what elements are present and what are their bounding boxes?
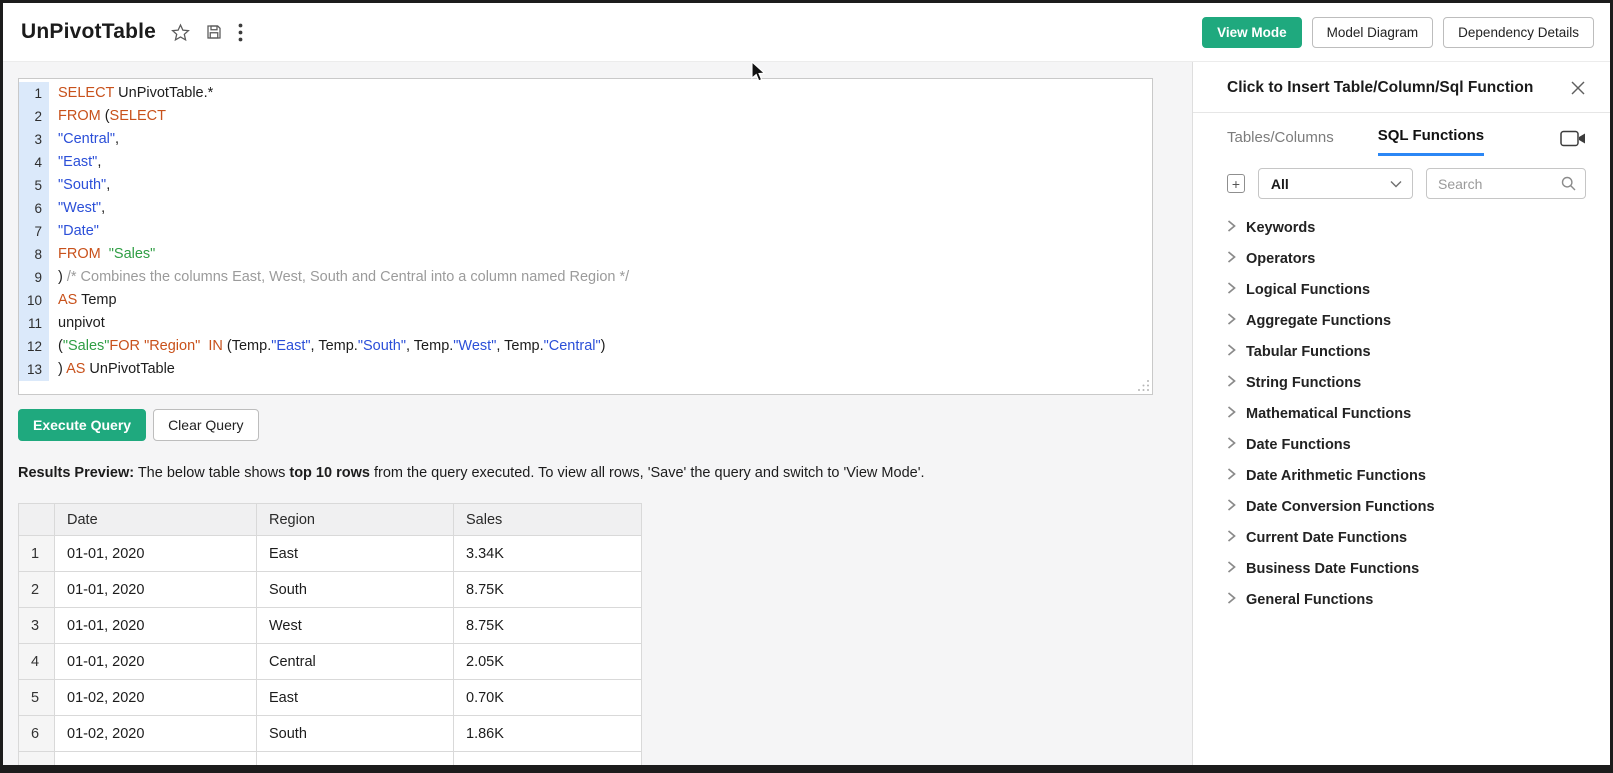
sql-code-text: "Central",: [58, 131, 120, 147]
insert-helper-panel: [1192, 62, 1610, 765]
row-number-cell: 4: [19, 644, 55, 680]
sql-code-line[interactable]: [19, 105, 1152, 128]
sql-code-text: ) AS UnPivotTable: [58, 361, 175, 377]
sql-code-text: SELECT UnPivotTable.*: [58, 85, 214, 101]
table-cell: 2.05K: [454, 644, 642, 680]
line-number: 12: [19, 335, 49, 358]
chevron-right-icon: [1227, 343, 1236, 361]
line-number: 3: [19, 128, 49, 151]
column-header-region: Region: [257, 504, 454, 536]
function-filter-select[interactable]: [1258, 168, 1413, 199]
table-cell: 01-02, 2020: [55, 680, 257, 716]
sql-code-text: "West",: [58, 200, 106, 216]
line-number: 6: [19, 197, 49, 220]
function-category-item[interactable]: [1227, 429, 1586, 460]
table-cell: Central: [257, 644, 454, 680]
table-cell: East: [257, 680, 454, 716]
query-editor-pane: [3, 62, 1192, 765]
row-number-cell: 2: [19, 572, 55, 608]
chevron-right-icon: [1227, 405, 1236, 423]
search-box: [1426, 168, 1586, 199]
clear-query-button[interactable]: Clear Query: [153, 409, 258, 441]
sql-code-text: unpivot: [58, 315, 105, 331]
expand-all-icon[interactable]: +: [1227, 174, 1245, 193]
sql-code-text: "Date": [58, 223, 99, 239]
sql-code-text: "East",: [58, 154, 102, 170]
table-row[interactable]: [19, 644, 642, 680]
row-number-header: [19, 504, 55, 536]
sql-code-line[interactable]: [19, 82, 1152, 105]
chevron-right-icon: [1227, 250, 1236, 268]
table-header-row: [19, 504, 642, 536]
category-label: Date Conversion Functions: [1246, 498, 1435, 515]
category-label: Current Date Functions: [1246, 529, 1408, 546]
dependency-details-button[interactable]: Dependency Details: [1443, 17, 1594, 48]
chevron-right-icon: [1227, 281, 1236, 299]
chevron-right-icon: [1227, 529, 1236, 547]
line-number: 11: [19, 312, 49, 335]
panel-title: Click to Insert Table/Column/Sql Function: [1227, 79, 1534, 96]
table-row[interactable]: [19, 536, 642, 572]
video-camera-icon[interactable]: [1560, 130, 1586, 147]
line-number: 13: [19, 358, 49, 381]
sql-code-text: FROM (SELECT: [58, 108, 166, 124]
header-bar: [3, 3, 1610, 62]
table-cell: 8.75K: [454, 572, 642, 608]
line-number: 7: [19, 220, 49, 243]
sql-code-text: FROM "Sales": [58, 246, 156, 262]
row-number-cell: 5: [19, 680, 55, 716]
sql-code-line[interactable]: [19, 128, 1152, 151]
table-row[interactable]: [19, 716, 642, 752]
search-icon: [1561, 176, 1576, 191]
sql-code-line[interactable]: [19, 174, 1152, 197]
selected-filter-value: All: [1270, 175, 1289, 192]
function-category-list: [1227, 212, 1586, 615]
chevron-right-icon: [1227, 560, 1236, 578]
function-category-item[interactable]: [1227, 367, 1586, 398]
function-category-item[interactable]: [1227, 491, 1586, 522]
table-cell: South: [257, 716, 454, 752]
results-table: [18, 503, 642, 765]
sql-code-text: ("Sales"FOR "Region" IN (Temp."East", Temp."South", Temp."West", Temp."Central"): [58, 338, 606, 354]
line-number: 1: [19, 82, 49, 105]
function-category-item[interactable]: [1227, 243, 1586, 274]
favorite-star-icon[interactable]: [171, 23, 190, 42]
table-cell: 0.70K: [454, 680, 642, 716]
column-header-date: Date: [55, 504, 257, 536]
function-category-item[interactable]: [1227, 336, 1586, 367]
row-number-cell: 1: [19, 536, 55, 572]
resize-handle-icon[interactable]: [1137, 379, 1150, 392]
line-number: 8: [19, 243, 49, 266]
table-cell: 01-01, 2020: [55, 536, 257, 572]
sql-code-line[interactable]: [19, 312, 1152, 335]
row-number-cell: 3: [19, 608, 55, 644]
chevron-right-icon: [1227, 467, 1236, 485]
divider: [1193, 112, 1610, 113]
column-header-sales: Sales: [454, 504, 642, 536]
sql-code-text: ) /* Combines the columns East, West, South and Central into a column named Region */: [58, 269, 630, 285]
table-cell: 01-02, 2020: [55, 716, 257, 752]
chevron-right-icon: [1227, 312, 1236, 330]
sql-code-lines: [19, 79, 1152, 381]
view-mode-button[interactable]: View Mode: [1202, 17, 1302, 48]
line-number: 10: [19, 289, 49, 312]
kebab-menu-icon[interactable]: [238, 23, 243, 42]
sql-editor[interactable]: [18, 78, 1153, 395]
results-preview-text: Results Preview: The below table shows top 10 rows from the query executed. To view all rows, 'Save' the query and switch to 'View Mode'.: [18, 465, 925, 481]
function-category-item[interactable]: [1227, 460, 1586, 491]
category-label: Aggregate Functions: [1246, 312, 1392, 329]
table-cell: 01-01, 2020: [55, 572, 257, 608]
line-number: 2: [19, 105, 49, 128]
line-number: 5: [19, 174, 49, 197]
function-category-item[interactable]: [1227, 584, 1586, 615]
table-cell: 01-01, 2020: [55, 608, 257, 644]
sql-code-line[interactable]: [19, 289, 1152, 312]
close-icon[interactable]: [1570, 80, 1586, 96]
function-category-item[interactable]: [1227, 398, 1586, 429]
search-input[interactable]: [1438, 176, 1561, 192]
function-category-item[interactable]: [1227, 553, 1586, 584]
sql-code-line[interactable]: [19, 220, 1152, 243]
table-row-partial: [19, 752, 642, 766]
sql-code-line[interactable]: [19, 151, 1152, 174]
sql-code-line[interactable]: [19, 243, 1152, 266]
category-label: Mathematical Functions: [1246, 405, 1412, 422]
line-number: 9: [19, 266, 49, 289]
table-cell: 01-01, 2020: [55, 644, 257, 680]
category-label: Operators: [1246, 250, 1316, 267]
sql-code-text: AS Temp: [58, 292, 117, 308]
category-label: String Functions: [1246, 374, 1362, 391]
execute-query-button[interactable]: Execute Query: [18, 409, 146, 441]
function-category-item[interactable]: [1227, 305, 1586, 336]
table-cell: 1.86K: [454, 716, 642, 752]
function-category-item[interactable]: [1227, 274, 1586, 305]
row-number-cell: 6: [19, 716, 55, 752]
table-cell: West: [257, 608, 454, 644]
chevron-right-icon: [1227, 219, 1236, 237]
tab-sql-functions[interactable]: SQL Functions: [1378, 127, 1484, 156]
table-row[interactable]: [19, 572, 642, 608]
chevron-right-icon: [1227, 591, 1236, 609]
category-label: Date Functions: [1246, 436, 1351, 453]
chevron-right-icon: [1227, 374, 1236, 392]
sql-code-line[interactable]: [19, 197, 1152, 220]
category-label: General Functions: [1246, 591, 1374, 608]
table-row[interactable]: [19, 680, 642, 716]
category-label: Keywords: [1246, 219, 1316, 236]
table-cell: South: [257, 572, 454, 608]
sql-code-line[interactable]: [19, 266, 1152, 289]
table-cell: 8.75K: [454, 608, 642, 644]
table-cell: 3.34K: [454, 536, 642, 572]
function-category-item[interactable]: [1227, 522, 1586, 553]
save-icon[interactable]: [205, 23, 223, 41]
category-label: Date Arithmetic Functions: [1246, 467, 1426, 484]
function-category-item[interactable]: [1227, 212, 1586, 243]
line-number: 4: [19, 151, 49, 174]
model-diagram-button[interactable]: Model Diagram: [1312, 17, 1434, 48]
chevron-right-icon: [1227, 436, 1236, 454]
category-label: Logical Functions: [1246, 281, 1371, 298]
chevron-down-icon: [1390, 180, 1402, 188]
sql-code-text: "South",: [58, 177, 111, 193]
table-row[interactable]: [19, 608, 642, 644]
table-cell: East: [257, 536, 454, 572]
tab-tables-columns[interactable]: Tables/Columns: [1227, 128, 1334, 146]
category-label: Tabular Functions: [1246, 343, 1371, 360]
sql-code-line[interactable]: [19, 335, 1152, 358]
sql-code-line[interactable]: [19, 358, 1152, 381]
page-title: UnPivotTable: [21, 20, 157, 43]
chevron-right-icon: [1227, 498, 1236, 516]
category-label: Business Date Functions: [1246, 560, 1420, 577]
